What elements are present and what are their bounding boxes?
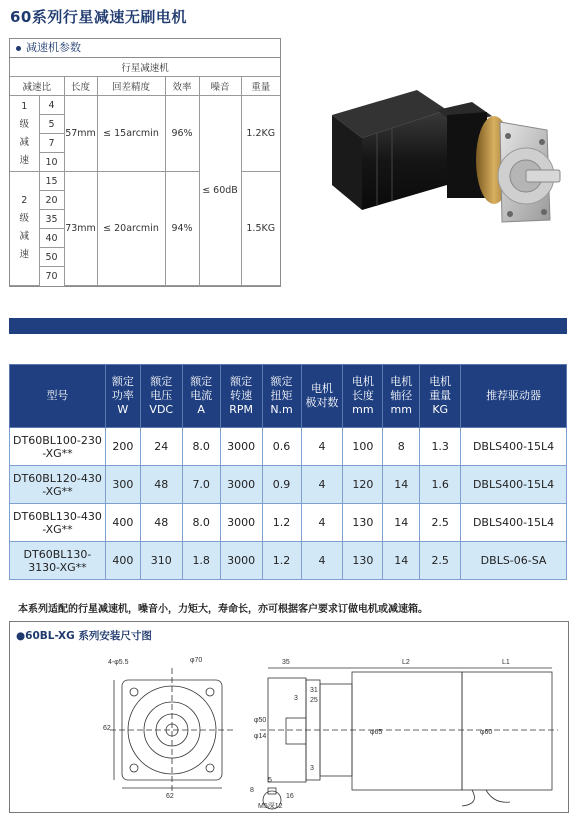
stage-label-char: 速 bbox=[19, 249, 29, 261]
header-line: 推荐驱动器 bbox=[486, 389, 542, 402]
voltage-cell: 24 bbox=[140, 428, 182, 466]
stage-label-char: 1 bbox=[21, 100, 28, 112]
reducer-group-title: 行星减速机 bbox=[10, 58, 280, 77]
model-line: DT60BL100-230 bbox=[13, 433, 102, 447]
header-line: 转速 bbox=[230, 389, 253, 402]
section-divider-bar bbox=[9, 318, 567, 334]
dimension-drawing bbox=[10, 622, 568, 812]
header-line: 轴径 bbox=[390, 389, 413, 402]
spec-col-poles bbox=[301, 365, 343, 428]
table-row bbox=[10, 542, 567, 580]
header-line: VDC bbox=[149, 403, 174, 416]
side-shaft bbox=[286, 718, 306, 744]
spec-col-speed bbox=[220, 365, 262, 428]
col-efficiency: 效率 bbox=[165, 77, 199, 96]
poles-cell: 4 bbox=[301, 542, 343, 580]
poles-cell: 4 bbox=[301, 466, 343, 504]
reducer-group-row bbox=[10, 58, 280, 77]
reducer-header-label: 减速机参数 bbox=[26, 41, 81, 54]
model-line: DT60BL120-430 bbox=[13, 471, 102, 485]
model-line: -XG** bbox=[42, 484, 73, 498]
dim-label-16: 16 bbox=[286, 793, 294, 800]
col-weight: 重量 bbox=[241, 77, 280, 96]
driver-cell: DBLS400-15L4 bbox=[461, 428, 567, 466]
dim-label-side: 62 bbox=[103, 725, 111, 732]
ratio-cell: 5 bbox=[39, 115, 64, 134]
weight-cell: 1.3 bbox=[420, 428, 461, 466]
header-line: RPM bbox=[229, 403, 253, 416]
header-line: 电机 bbox=[310, 382, 333, 395]
ratio-cell: 7 bbox=[39, 134, 64, 153]
dim-label-bottom: 62 bbox=[166, 793, 174, 800]
torque-cell: 1.2 bbox=[262, 542, 301, 580]
model-cell bbox=[10, 542, 106, 580]
stage2-length: 73mm bbox=[64, 172, 97, 286]
stage2-efficiency: 94% bbox=[165, 172, 199, 286]
stage-label-char: 速 bbox=[19, 154, 29, 166]
bullet-icon bbox=[16, 46, 21, 51]
current-cell: 7.0 bbox=[182, 466, 220, 504]
torque-cell: 1.2 bbox=[262, 504, 301, 542]
dim-label-l2: L2 bbox=[402, 659, 410, 666]
ratio-cell: 40 bbox=[39, 229, 64, 248]
stage1-backlash: ≤ 15arcmin bbox=[97, 96, 165, 172]
weight-cell: 1.6 bbox=[420, 466, 461, 504]
poles-cell: 4 bbox=[301, 504, 343, 542]
motor-product-image bbox=[322, 80, 562, 240]
noise-value: ≤ 60dB bbox=[199, 96, 241, 286]
ratio-cell: 15 bbox=[39, 172, 64, 191]
shaft-cell: 14 bbox=[383, 466, 420, 504]
current-cell: 8.0 bbox=[182, 504, 220, 542]
torque-cell: 0.6 bbox=[262, 428, 301, 466]
dim-label-phi65: φ65 bbox=[370, 729, 383, 736]
mount-hole bbox=[206, 688, 214, 696]
dim-label-5: 5 bbox=[268, 777, 272, 784]
speed-cell: 3000 bbox=[220, 504, 262, 542]
reducer-params-header bbox=[10, 39, 280, 58]
ratio-cell: 20 bbox=[39, 191, 64, 210]
dim-label-phi50: φ50 bbox=[254, 717, 267, 724]
reducer-params-panel bbox=[9, 38, 281, 287]
col-length: 长度 bbox=[64, 77, 97, 96]
shaft-cell: 14 bbox=[383, 504, 420, 542]
dim-label-3: 3 bbox=[294, 695, 298, 702]
stage1-efficiency: 96% bbox=[165, 96, 199, 172]
header-line: 电机 bbox=[429, 375, 452, 388]
power-cell: 400 bbox=[105, 504, 140, 542]
length-cell: 130 bbox=[343, 542, 383, 580]
spec-col-length bbox=[343, 365, 383, 428]
power-cell: 300 bbox=[105, 466, 140, 504]
current-cell: 8.0 bbox=[182, 428, 220, 466]
model-line: 3130-XG** bbox=[28, 560, 87, 574]
motor-spec-table bbox=[9, 364, 567, 580]
shaft-cell: 8 bbox=[383, 428, 420, 466]
dim-label-pcd: φ70 bbox=[190, 657, 203, 664]
model-cell bbox=[10, 428, 106, 466]
spec-col-power bbox=[105, 365, 140, 428]
stage2-weight: 1.5KG bbox=[241, 172, 280, 286]
power-cell: 400 bbox=[105, 542, 140, 580]
voltage-cell: 48 bbox=[140, 504, 182, 542]
driver-cell: DBLS400-15L4 bbox=[461, 466, 567, 504]
header-line: 额定 bbox=[150, 375, 173, 388]
power-cell: 200 bbox=[105, 428, 140, 466]
mount-hole bbox=[206, 764, 214, 772]
header-line: N.m bbox=[270, 403, 293, 416]
model-line: -XG** bbox=[42, 446, 73, 460]
side-motor-body bbox=[462, 672, 552, 790]
header-line: mm bbox=[390, 403, 412, 416]
page-title: 60系列行星减速无刷电机 bbox=[10, 8, 187, 26]
col-ratio: 减速比 bbox=[10, 77, 64, 96]
dim-label-l1: L1 bbox=[502, 659, 510, 666]
spec-col-shaft bbox=[383, 365, 420, 428]
header-line: 极对数 bbox=[305, 396, 339, 409]
poles-cell: 4 bbox=[301, 428, 343, 466]
header-line: 型号 bbox=[46, 389, 69, 402]
series-note: 本系列适配的行星减速机，噪音小，力矩大，寿命长，亦可根据客户要求订做电机或减速箱。 bbox=[18, 604, 428, 615]
driver-cell: DBLS400-15L4 bbox=[461, 504, 567, 542]
col-backlash: 回差精度 bbox=[97, 77, 165, 96]
dim-label-holes: 4-φ5.5 bbox=[108, 659, 129, 666]
voltage-cell: 48 bbox=[140, 466, 182, 504]
spec-col-driver bbox=[461, 365, 567, 428]
model-line: DT60BL130- bbox=[23, 547, 92, 561]
side-gearbox-body bbox=[352, 672, 462, 790]
header-line: 电机 bbox=[390, 375, 413, 388]
length-cell: 120 bbox=[343, 466, 383, 504]
table-row bbox=[10, 428, 567, 466]
stage-label-char: 减 bbox=[19, 231, 29, 243]
model-cell bbox=[10, 466, 106, 504]
dim-label-phi60: φ60 bbox=[480, 729, 493, 736]
speed-cell: 3000 bbox=[220, 542, 262, 580]
header-line: 额定 bbox=[111, 375, 134, 388]
header-line: KG bbox=[432, 403, 449, 416]
speed-cell: 3000 bbox=[220, 466, 262, 504]
weight-cell: 2.5 bbox=[420, 504, 461, 542]
spec-col-current bbox=[182, 365, 220, 428]
dim-label-31: 31 bbox=[310, 687, 318, 694]
stage1-length: 57mm bbox=[64, 96, 97, 172]
ratio-cell: 70 bbox=[39, 267, 64, 286]
driver-cell: DBLS-06-SA bbox=[461, 542, 567, 580]
header-line: 额定 bbox=[230, 375, 253, 388]
header-line: 电机 bbox=[351, 375, 374, 388]
col-noise: 噪音 bbox=[199, 77, 241, 96]
dim-label-35: 35 bbox=[282, 659, 290, 666]
header-line: 额定 bbox=[270, 375, 293, 388]
voltage-cell: 310 bbox=[140, 542, 182, 580]
length-cell: 130 bbox=[343, 504, 383, 542]
stage1-label bbox=[10, 96, 39, 172]
spec-col-voltage bbox=[140, 365, 182, 428]
header-line: mm bbox=[352, 403, 374, 416]
header-line: 扭矩 bbox=[270, 389, 293, 402]
dim-label-8: 8 bbox=[250, 787, 254, 794]
header-line: A bbox=[197, 403, 205, 416]
torque-cell: 0.9 bbox=[262, 466, 301, 504]
ratio-cell: 10 bbox=[39, 153, 64, 172]
stage2-label bbox=[10, 172, 39, 286]
header-line: 重量 bbox=[429, 389, 452, 402]
drawing-title: ●60BL-XG 系列安装尺寸图 bbox=[16, 630, 152, 642]
motor-cable bbox=[462, 790, 510, 806]
mounting-drawing-panel bbox=[9, 621, 569, 813]
mount-hole bbox=[130, 688, 138, 696]
header-line: 电流 bbox=[190, 389, 213, 402]
stage-label-char: 减 bbox=[19, 136, 29, 148]
reducer-table bbox=[10, 58, 280, 286]
spec-col-model bbox=[10, 365, 106, 428]
ratio-cell: 50 bbox=[39, 248, 64, 267]
table-row bbox=[10, 504, 567, 542]
stage-label-char: 2 bbox=[21, 195, 28, 207]
table-row bbox=[10, 466, 567, 504]
current-cell: 1.8 bbox=[182, 542, 220, 580]
dim-label-phi14: φ14 bbox=[254, 733, 267, 740]
dim-label-m5: M5深12 bbox=[258, 803, 283, 810]
ratio-cell: 35 bbox=[39, 210, 64, 229]
spec-header-row bbox=[10, 365, 567, 428]
stage-label-char: 级 bbox=[19, 213, 29, 225]
weight-cell: 2.5 bbox=[420, 542, 461, 580]
header-line: 长度 bbox=[351, 389, 374, 402]
model-cell bbox=[10, 504, 106, 542]
dim-label-3b: 3 bbox=[310, 765, 314, 772]
mount-hole bbox=[130, 764, 138, 772]
model-line: -XG** bbox=[42, 522, 73, 536]
reducer-header-row bbox=[10, 77, 280, 96]
shaft-cell: 14 bbox=[383, 542, 420, 580]
dim-label-25: 25 bbox=[310, 697, 318, 704]
spec-col-torque bbox=[262, 365, 301, 428]
stage-label-char: 级 bbox=[19, 118, 29, 130]
header-line: 功率 bbox=[111, 389, 134, 402]
stage1-weight: 1.2KG bbox=[241, 96, 280, 172]
header-line: 额定 bbox=[190, 375, 213, 388]
header-line: W bbox=[117, 403, 129, 416]
header-line: 电压 bbox=[150, 389, 173, 402]
table-row bbox=[10, 96, 280, 115]
model-line: DT60BL130-430 bbox=[13, 509, 102, 523]
speed-cell: 3000 bbox=[220, 428, 262, 466]
length-cell: 100 bbox=[343, 428, 383, 466]
ratio-cell: 4 bbox=[39, 96, 64, 115]
spec-col-weight bbox=[420, 365, 461, 428]
stage2-backlash: ≤ 20arcmin bbox=[97, 172, 165, 286]
